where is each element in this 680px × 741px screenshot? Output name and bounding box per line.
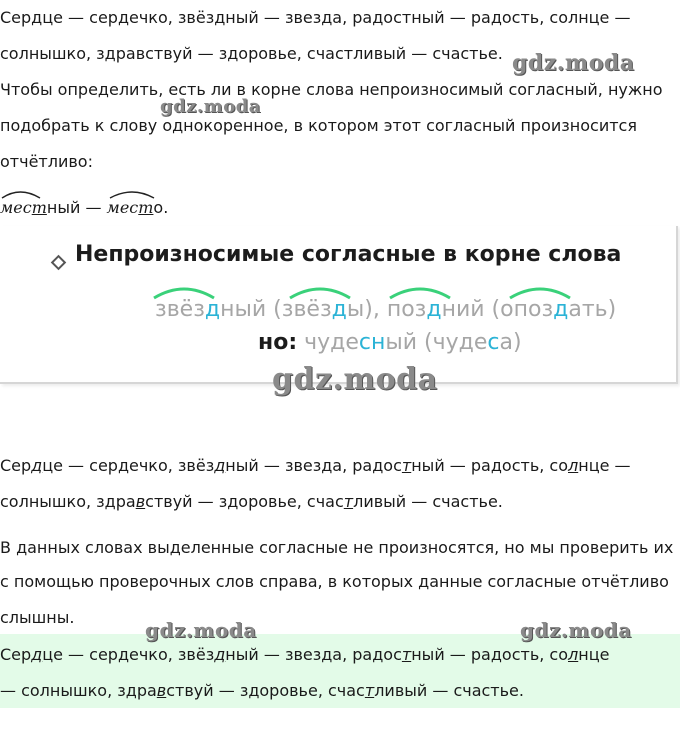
rule-example-2: но: чудесный (чудеса)	[258, 330, 522, 355]
explanation-line-2: с помощью проверочных слов справа, в которых данные согласные отчётливо	[0, 572, 669, 591]
highlight-line-2: — солнышко, здравствуй — здоровье, счастливый — счастье.	[0, 681, 524, 700]
intro-line-5: отчётливо:	[0, 152, 93, 171]
watermark: gdz.moda	[272, 362, 438, 397]
intro-line-2: солнышко, здравствуй — здоровье, счастливый — счастье.	[0, 44, 503, 63]
highlight-line-1: Сердце — сердечко, звёздный — звезда, радостный — радость, солнце	[0, 645, 610, 664]
intro-line-4: подобрать к слову однокоренное, в котором этот согласный произносится	[0, 116, 637, 135]
root-arc-2	[110, 192, 154, 198]
example-word-2: мест	[106, 198, 154, 217]
watermark: gdz.moda	[520, 618, 632, 642]
intro-line-1: Сердце — сердечко, звёздный — звезда, радостный — радость, солнце —	[0, 8, 631, 27]
example-word-1: мест	[0, 198, 47, 217]
watermark: gdz.moda	[145, 618, 257, 642]
watermark: gdz.moda	[512, 50, 635, 76]
explanation-line-3: слышны.	[0, 608, 75, 627]
answer-line-1: Сердце — сердечко, звёздный — звезда, радостный — радость, солнце —	[0, 456, 631, 475]
answer-line-2: солнышко, здравствуй — здоровье, счастливый — счастье.	[0, 492, 503, 511]
root-example: местный — место.	[0, 198, 169, 217]
intro-line-3: Чтобы определить, есть ли в корне слова непроизносимый согласный, нужно	[0, 80, 663, 99]
rule-example-1: звёздный (звёзды), поздний (опоздать)	[155, 297, 617, 322]
root-arcs	[0, 186, 180, 202]
watermark: gdz.moda	[160, 96, 261, 117]
root-arc-1	[2, 192, 40, 198]
rule-title: Непроизносимые согласные в корне слова	[75, 242, 622, 267]
explanation-line-1: В данных словах выделенные согласные не произносятся, но мы проверить их	[0, 538, 674, 557]
